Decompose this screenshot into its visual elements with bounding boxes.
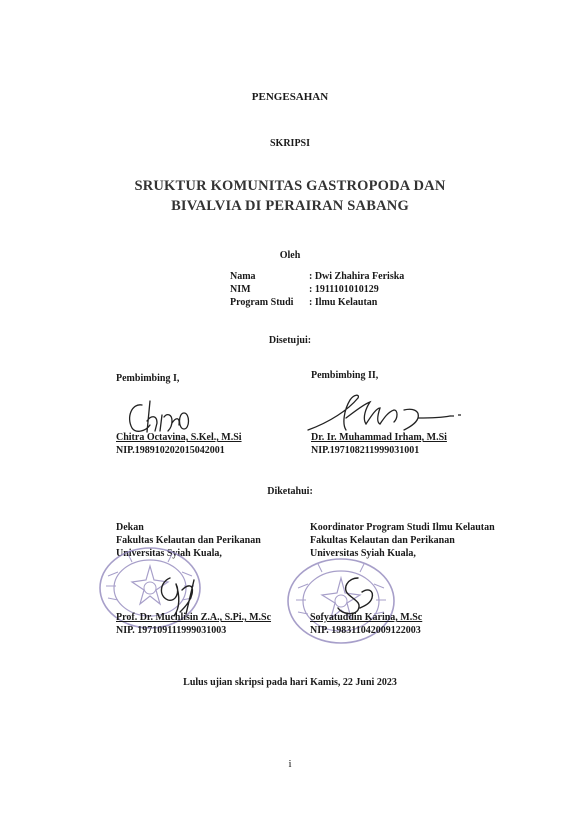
page-number: i [288,758,292,770]
advisor-2-nip: NIP.197108211999031001 [311,445,420,456]
advisor-1-name: Chitra Octavina, S.Kel., M.Si [116,432,242,443]
advisor-2-role: Pembimbing II, [311,370,379,381]
by-label: Oleh [279,250,301,261]
thesis-title [0,176,580,216]
program-value: : Ilmu Kelautan [309,297,378,308]
advisor-1-role: Pembimbing I, [116,373,180,384]
coordinator-role-faculty: Fakultas Kelautan dan Perikanan [310,535,455,546]
advisor-2-name: Dr. Ir. Muhammad Irham, M.Si [311,432,447,443]
coordinator-name: Sofyatuddin Karina, M.Sc [310,612,423,623]
passed-exam-note: Lulus ujian skripsi pada hari Kamis, 22 Juni 2023 [183,677,397,688]
signature-advisor-2 [300,388,470,438]
dean-name: Prof. Dr. Muchlisin Z.A., S.Pi., M.Sc [116,612,272,623]
dean-nip: NIP. 197109111999031003 [116,625,227,636]
coordinator-role-title: Koordinator Program Studi Ilmu Kelautan [310,522,495,533]
dean-role-university: Universitas Syiah Kuala, [116,548,222,559]
thesis-title-line-1: SRUKTUR KOMUNITAS GASTROPODA DAN [134,178,446,194]
page-heading: PENGESAHAN [251,91,329,103]
coordinator-role-university: Universitas Syiah Kuala, [310,548,416,559]
dean-role-faculty: Fakultas Kelautan dan Perikanan [116,535,261,546]
document-type: SKRIPSI [269,138,310,149]
thesis-title-line-2: BIVALVIA DI PERAIRAN SABANG [171,198,409,214]
acknowledged-label: Diketahui: [267,486,313,497]
coordinator-nip: NIP. 198311042009122003 [310,625,421,636]
name-label: Nama [230,271,256,282]
name-value: : Dwi Zhahira Feriska [309,271,405,282]
approved-label: Disetujui: [268,335,312,346]
program-label: Program Studi [230,297,294,308]
advisor-1-nip: NIP.198910202015042001 [116,445,225,456]
dean-role-title: Dekan [116,522,144,533]
signature-advisor-1 [120,395,200,437]
nim-label: NIM [230,284,251,295]
nim-value: : 1911101010129 [309,284,379,295]
